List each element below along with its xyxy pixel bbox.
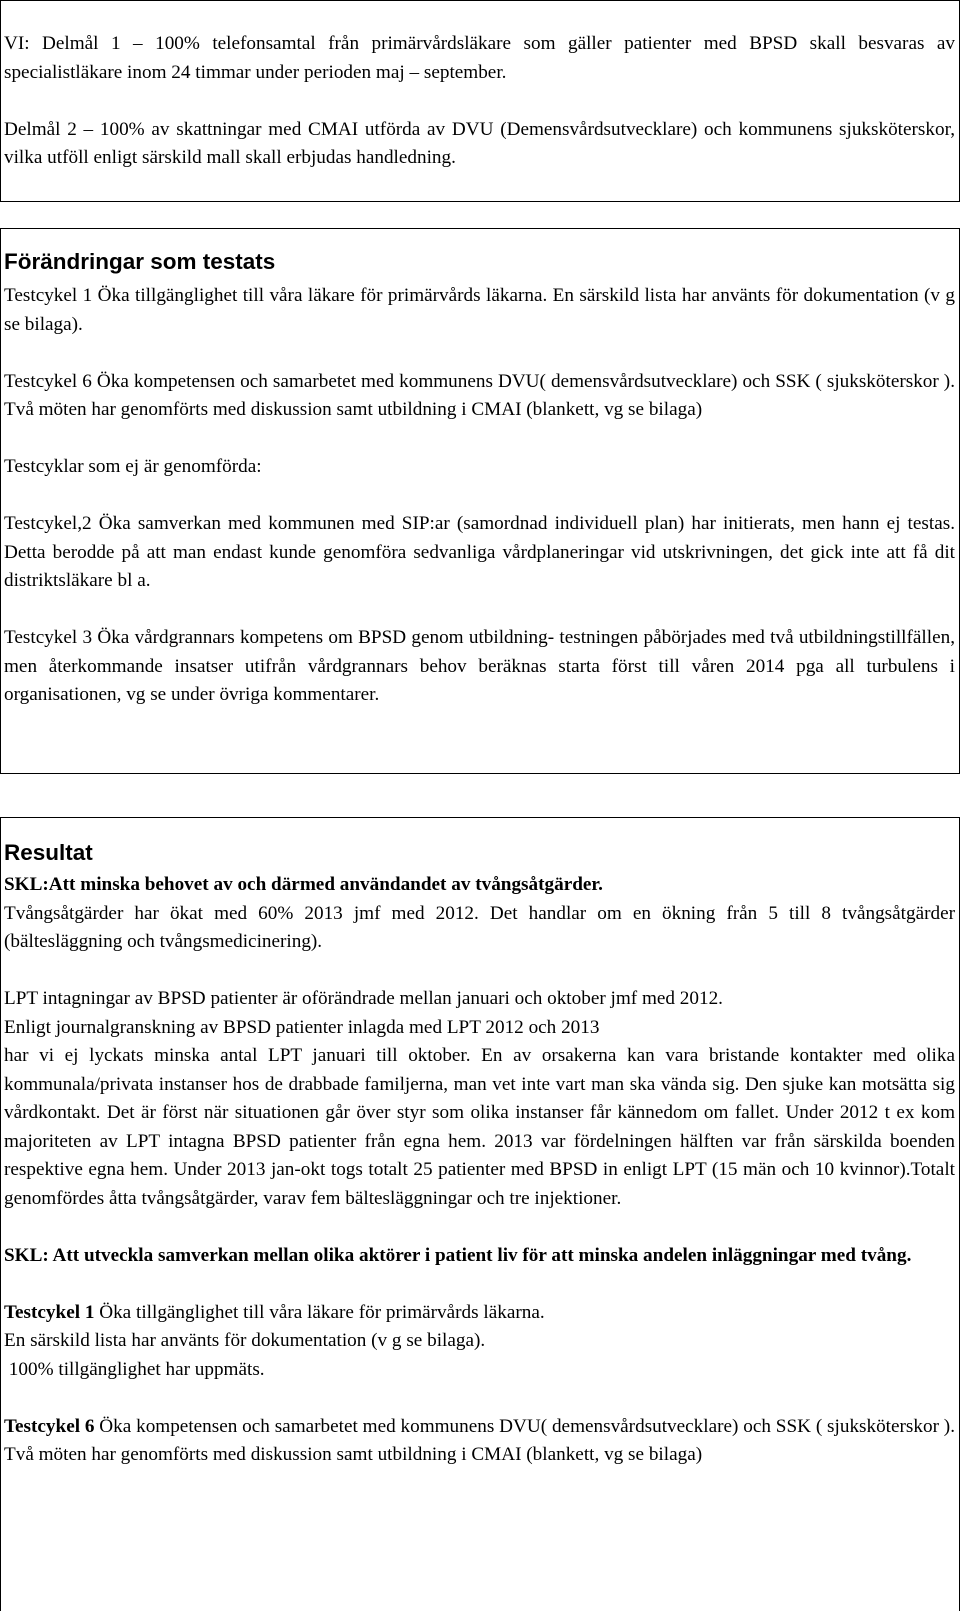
ej-genomforda-text: Testcyklar som ej är genomförda: <box>4 456 262 477</box>
testcykel-6-desc: Öka kompetensen och samarbetet med kommunens DVU( demensvårdsutvecklare) och SSK ( sjuksköterskor ). Två möten har genomförts med diskussion samt utbildning i CMAI (blankett, vg se bilaga) <box>4 1415 955 1465</box>
testcykel-1-line-2: En särskild lista har använts för dokumentation (v g se bilaga). <box>4 1330 486 1351</box>
delmal-1-text: VI: Delmål 1 – 100% telefonsamtal från primärvårdsläkare som gäller patienter med BPSD skall besvaras av specialistläkare inom 24 timmar under perioden maj – september. <box>4 33 955 83</box>
lpt-line-1: LPT intagningar av BPSD patienter är oförändrade mellan januari och oktober jmf med 2012. <box>4 988 723 1009</box>
testcykel-1-desc: Öka tillgänglighet till våra läkare för primärvårds läkarna. <box>94 1301 545 1323</box>
skl-goal-1-title: SKL:Att minska behovet av och därmed användandet av tvångsåtgärder. <box>4 874 603 895</box>
resultat-heading: Resultat <box>4 840 93 865</box>
testcykel-6-text: Testcykel 6 Öka kompetensen och samarbetet med kommunens DVU( demensvårdsutvecklare) och SSK ( sjuksköterskor ). Två möten har genomförts med diskussion samt utbildning i CMAI (blankett, vg se bilaga) <box>4 370 955 420</box>
result-testcykel-6 <box>4 1413 955 1470</box>
result-testcykel-1 <box>4 1299 955 1328</box>
forandringar-box <box>0 228 960 774</box>
testcykel-1-label: Testcykel 1 <box>4 1301 95 1323</box>
testcykel-1-line-3: 100% tillgänglighet har uppmäts. <box>4 1358 265 1380</box>
lpt-paragraph: har vi ej lyckats minska antal LPT januari till oktober. En av orsakerna kan vara bristande kontakter med olika kommunala/privata instanser hos de drabbade familjerna, man vet inte vart man ska vända sig. Den sjuke kan motsätta sig vårdkontakt. Det är först när situationen går över styr som olika instanser får kännedom om fallet. Under 2012 t ex kom majoriteten av LPT intagna BPSD patienter från egna hem. 2013 var fördelningen hälften var från särskilda boenden respektive egna hem. Under 2013 jan-okt togs totalt 25 patienter med BPSD in enligt LPT (15 män och 10 kvinnor).Totalt genomfördes åtta tvångsåtgärder, varav fem bältesläggningar och tre injektioner. <box>4 1045 955 1209</box>
lpt-line-2: Enligt journalgranskning av BPSD patienter inlagda med LPT 2012 och 2013 <box>4 1016 600 1038</box>
testcykel-3-text: Testcykel 3 Öka vårdgrannars kompetens om BPSD genom utbildning- testningen påbörjades med två utbildningstillfällen, men återkommande insatser utifrån vårdgrannars behov beräknas starta först till våren 2014 pga all turbulens i organisationen, vg se under övriga kommentarer. <box>4 627 955 705</box>
delmal-2-text: Delmål 2 – 100% av skattningar med CMAI utförda av DVU (Demensvårdsutvecklare) och kommunens sjuksköterskor, vilka utföll enligt särskild mall skall erbjudas handledning. <box>4 118 955 168</box>
testcykel-1-text: Testcykel 1 Öka tillgänglighet till våra läkare för primärvårds läkarna. En särskild lista har använts för dokumentation (v g se bilaga). <box>4 285 955 335</box>
delmal-box <box>0 0 960 202</box>
resultat-box <box>0 817 960 1611</box>
skl-goal-2-title: SKL: Att utveckla samverkan mellan olika aktörer i patient liv för att minska andelen inläggningar med tvång. <box>4 1244 912 1266</box>
forandringar-heading: Förändringar som testats <box>4 249 276 274</box>
tvangsatgarder-text: Tvångsåtgärder har ökat med 60% 2013 jmf med 2012. Det handlar om en ökning från 5 till 8 tvångsåtgärder (bältesläggning och tvångsmedicinering). <box>4 902 955 952</box>
testcykel-2-text: Testcykel,2 Öka samverkan med kommunen med SIP:ar (samordnad individuell plan) har initierats, men hann ej testas. Detta berodde på att man endast kunde genomföra sedvanliga vårdplaneringar vid utskrivningen, det gick inte att få dit distriktsläkare bl a. <box>4 513 955 591</box>
testcykel-6-label: Testcykel 6 <box>4 1415 95 1437</box>
